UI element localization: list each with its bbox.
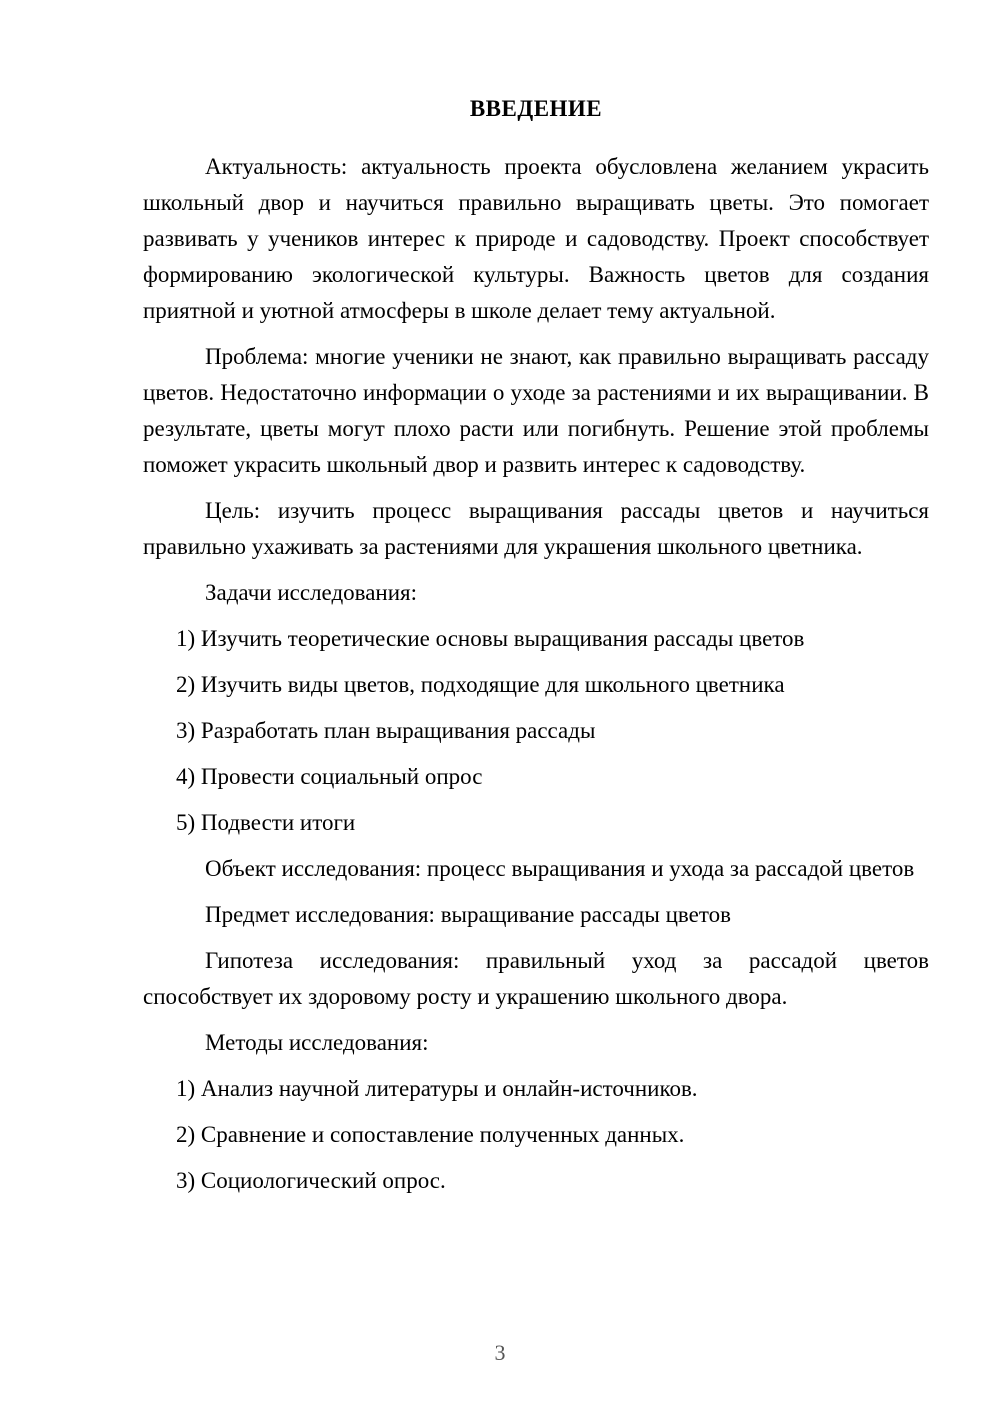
paragraph-methods-heading: Методы исследования: bbox=[205, 1030, 429, 1055]
task-item-4: 4) Провести социальный опрос bbox=[176, 764, 483, 789]
method-item-2: 2) Сравнение и сопоставление полученных данных. bbox=[176, 1122, 685, 1147]
paragraph-relevance: Актуальность: актуальность проекта обусловлена желанием украсить школьный двор и научиться правильно выращивать цветы. Это помогает развивать у учеников интерес к природе и садоводству. Проект способствует формированию экологической культуры. Важность цветов для создания приятной и уютной атмосферы в школе делает тему актуальной. bbox=[143, 154, 929, 323]
paragraph-research-subject: Предмет исследования: выращивание рассады цветов bbox=[205, 902, 731, 927]
task-item-3: 3) Разработать план выращивания рассады bbox=[176, 718, 596, 743]
paragraph-problem: Проблема: многие ученики не знают, как правильно выращивать рассаду цветов. Недостаточно информации о уходе за растениями и их выращивании. В результате, цветы могут плохо расти или погибнуть. Решение этой проблемы поможет украсить школьный двор и развить интерес к садоводству. bbox=[143, 344, 929, 477]
method-item-3: 3) Социологический опрос. bbox=[176, 1168, 446, 1193]
page-number: 3 bbox=[494, 1340, 506, 1365]
task-item-2: 2) Изучить виды цветов, подходящие для школьного цветника bbox=[176, 672, 785, 697]
paragraph-tasks-heading: Задачи исследования: bbox=[205, 580, 418, 605]
page-title: ВВЕДЕНИЕ bbox=[469, 96, 603, 121]
paragraph-goal: Цель: изучить процесс выращивания рассады цветов и научиться правильно ухаживать за растениями для украшения школьного цветника. bbox=[143, 498, 929, 559]
paragraph-hypothesis: Гипотеза исследования: правильный уход за рассадой цветов способствует их здоровому росту и украшению школьного двора. bbox=[143, 948, 929, 1009]
task-item-1: 1) Изучить теоретические основы выращивания рассады цветов bbox=[176, 626, 805, 651]
method-item-1: 1) Анализ научной литературы и онлайн-источников. bbox=[176, 1076, 698, 1101]
task-item-5: 5) Подвести итоги bbox=[176, 810, 356, 835]
paragraph-research-object: Объект исследования: процесс выращивания и ухода за рассадой цветов bbox=[205, 856, 915, 881]
